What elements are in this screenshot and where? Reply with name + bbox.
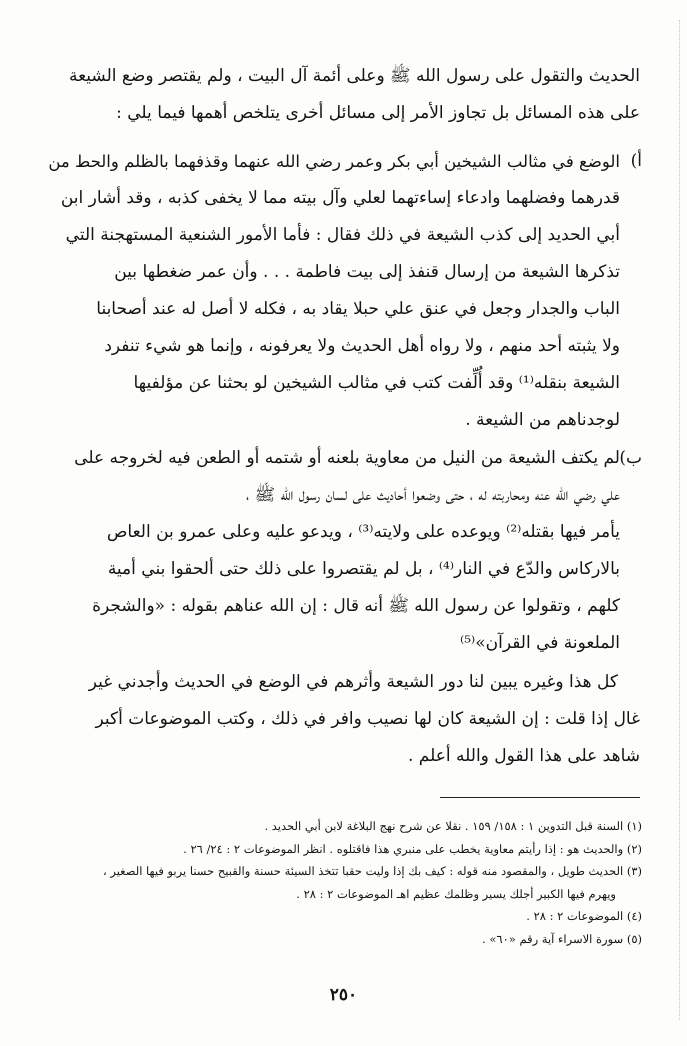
conclusion-line: كل هذا وغيره يبين لنا دور الشيعة وأثرهم في الوضع في الحديث وأجدني غير: [88, 672, 618, 692]
item-b-line: لم يكتف الشيعة من النيل من معاوية بلعنه أو شتمه أو الطعن فيه لخروجه على: [74, 448, 620, 468]
footnote-separator: [440, 797, 640, 798]
page-number: ٢٥٠: [329, 985, 358, 1005]
footnote-4: (٤) الموضوعات ٢ : ٢٨ .: [526, 909, 642, 923]
item-a-line: أبي الحديد إلى كذب الشيعة في ذلك فقال : فأما الأمور الشنعية المستهجنة التي: [65, 225, 620, 245]
item-a-line: قدرهما وفضلهما وادعاء إساءتهما لعلي وآل بيته مما لا يخفى كذبه ، وقد أشار ابن: [60, 188, 620, 208]
conclusion-line: شاهد على هذا القول والله أعلم .: [408, 746, 640, 766]
footnote-2: (٢) والحديث هو : إذا رأيتم معاوية يخطب على منبري هذا فاقتلوه . انظر الموضوعات ٢ : ٢٤/ ٢٦ .: [183, 841, 642, 856]
conclusion-paragraph: [40, 664, 640, 775]
conclusion-line: غال إذا قلت : إن الشيعة كان لها نصيب وافر في ذلك ، وكتب الموضوعات أكبر: [95, 709, 640, 729]
item-a-line: لوجدناهم من الشيعة .: [465, 410, 620, 430]
intro-line: الحديث والتقول على رسول الله ﷺ وعلى أئمة آل البيت ، ولم يقتصر وضع الشيعة: [68, 66, 640, 86]
item-b-marker: ب): [619, 448, 642, 468]
item-b-paragraph: [40, 440, 620, 477]
footnote-1: (١) السنة قبل التدوين ١ : ١٥٨/ ١٥٩ . نقلا عن شرح نهج البلاغة لابن أبي الحديد .: [264, 819, 642, 833]
intro-line: على هذه المسائل بل تجاوز الأمر إلى مسائل أخرى يتلخص أهمها فيما يلي :: [116, 103, 640, 123]
item-a-line: ولا يثبته أحد منهم ، ولا رواه أهل الحديث ولا يعرفونه ، وإنما هو شيء تنفرد: [104, 336, 620, 356]
item-a-line: الباب والجدار وجعل في عنق علي حبلا يقاد به ، فكله لا أصل له عند أصحابنا: [96, 299, 620, 319]
item-a-line: الوضع في مثالب الشيخين أبي بكر وعمر رضي الله عنهما وقذفهما بالظلم والحط من: [48, 152, 620, 171]
item-a-line: الشيعة بنقله⁽¹⁾ وقد أُلِّفت كتب في مثالب الشيخين لو بحثنا عن مؤلفيها: [133, 373, 620, 393]
item-b-line: الملعونة في القرآن»⁽⁵⁾: [460, 633, 620, 653]
item-b-line: يأمر فيها بقتله⁽²⁾ ويوعده على ولايته⁽³⁾ ، ويدعو عليه وعلى عمرو بن العاص: [106, 522, 620, 542]
footnotes: [40, 815, 642, 950]
page-edge: [679, 20, 680, 1020]
item-a-marker: أ): [630, 151, 642, 171]
item-b-line: علي رضي الله عنه ومحاربته له ، حتى وضعوا أحاديث على لسان رسول الله ﷺ ،: [246, 485, 620, 505]
footnote-3-continued: ويهرم فيها الكبير أجلك يسير وظلمك عظيم اهـ الموضوعات ٢ : ٢٨ .: [296, 886, 616, 901]
item-b-line: كلهم ، وتقولوا عن رسول الله ﷺ أنه قال : إن الله عناهم بقوله : «والشجرة: [92, 596, 620, 616]
intro-paragraph: [40, 58, 640, 132]
item-b-paragraph-cont: [40, 477, 620, 662]
item-a-line: تذكرها الشيعة من إرسال قنفذ إلى بيت فاطمة . . . وأن عمر ضغطها بين: [114, 262, 620, 282]
item-a-paragraph-cont: [40, 180, 620, 439]
footnote-3: (٣) الحديث طويل ، والمقصود منه قوله : كيف بك إذا وليت حقبا تتخذ السيئة حسنة والقبيح حسنا يربو فيها الصغير ،: [103, 864, 642, 878]
footnote-5: (٥) سورة الاسراء آية رقم «٦٠» .: [482, 931, 642, 946]
item-a-paragraph: [40, 143, 620, 180]
item-b-line: بالاركاس والدّع في النار⁽⁴⁾ ، بل لم يقتصروا على ذلك حتى ألحقوا بني أمية: [107, 559, 620, 579]
